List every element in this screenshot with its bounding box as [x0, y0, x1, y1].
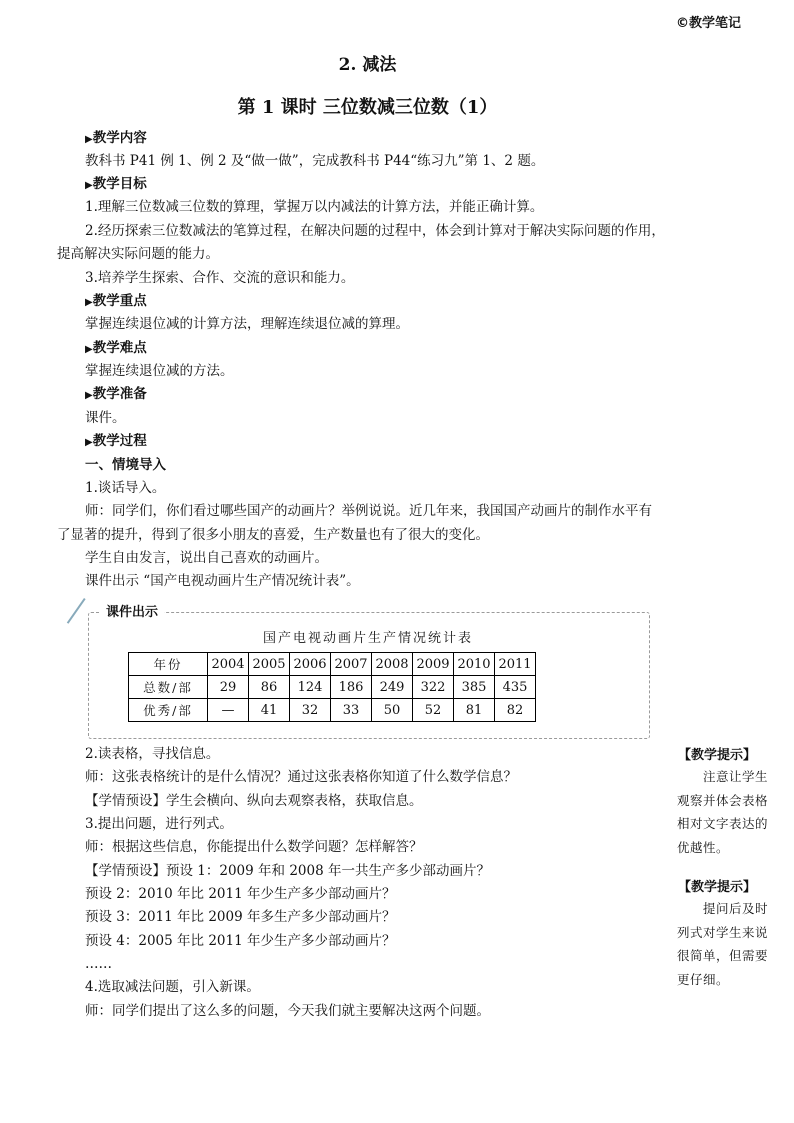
teacher-line-4: 师：同学们提出了这么多的问题，今天我们就主要解决这两个问题。 [85, 1003, 490, 1019]
step-4: 4.选取减法问题，引入新课。 [85, 979, 260, 995]
excellent-cell: 52 [413, 699, 454, 722]
stats-table-title: 国产电视动画片生产情况统计表 [262, 631, 473, 646]
stats-table [128, 652, 536, 722]
sidebar-tip-1-title: 【教学提示】 [678, 748, 757, 763]
total-cell: 249 [372, 676, 413, 699]
row-label: 年份 [129, 653, 208, 676]
section-heading-prep [85, 384, 147, 406]
goal-1: 1.理解三位数减三位数的算理，掌握万以内减法的计算方法，并能正确计算。 [85, 199, 544, 215]
total-cell: 124 [290, 676, 331, 699]
section-heading-key [85, 291, 147, 313]
part-1-heading: 一、情境导入 [85, 457, 166, 473]
heading-text: 教学过程 [92, 433, 147, 449]
difficulty-text: 掌握连续退位减的方法。 [85, 363, 234, 379]
triangle-bullet-icon: ▶ [85, 344, 93, 355]
excellent-cell: — [208, 699, 249, 722]
content-text: 教科书 P41 例 1、例 2 及“做一做”，完成教科书 P44“练习九”第 1、2 题。 [85, 153, 545, 169]
key-text: 掌握连续退位减的计算方法，理解连续退位减的算理。 [85, 316, 409, 332]
total-cell: 385 [454, 676, 495, 699]
students-line-1: 学生自由发言，说出自己喜欢的动画片。 [85, 550, 328, 566]
excellent-cell: 82 [495, 699, 536, 722]
triangle-bullet-icon: ▶ [85, 180, 93, 191]
preset-4: 预设 4：2005 年比 2011 年少生产多少部动画片？ [85, 933, 396, 949]
year-cell: 2009 [413, 653, 454, 676]
triangle-bullet-icon: ▶ [85, 134, 93, 145]
sidebar-tip-1-text: 注意让学生观察并体会表格相对文字表达的优越性。 [677, 769, 769, 855]
chapter-title: 2. 减法 [338, 55, 397, 75]
section-heading-difficulty [85, 338, 147, 360]
sidebar-tip-2-title: 【教学提示】 [678, 880, 757, 895]
year-cell: 2010 [454, 653, 495, 676]
triangle-bullet-icon: ▶ [85, 297, 93, 308]
total-cell: 435 [495, 676, 536, 699]
year-cell: 2005 [249, 653, 290, 676]
step-1: 1.谈话导入。 [85, 480, 166, 496]
goal-2: 2.经历探索三位数减法的笔算过程，在解决问题的过程中，体会到计算对于解决实际问题的作用， [85, 223, 665, 239]
prep-text: 课件。 [85, 410, 126, 426]
total-cell: 322 [413, 676, 454, 699]
year-cell: 2008 [372, 653, 413, 676]
excellent-cell: 50 [372, 699, 413, 722]
label-decoration [67, 598, 86, 624]
excellent-cell: 33 [331, 699, 372, 722]
table-row-totals [129, 676, 536, 699]
excellent-cell: 41 [249, 699, 290, 722]
courseware-box-label: 课件出示 [100, 601, 164, 620]
row-label: 总数/部 [129, 676, 208, 699]
lesson-title: 第 1 课时 三位数减三位数（1） [237, 97, 498, 118]
year-cell: 2004 [208, 653, 249, 676]
teacher-line-2: 师：这张表格统计的是什么情况？通过这张表格你知道了什么数学信息？ [85, 769, 517, 785]
section-heading-goals [85, 174, 147, 196]
preset-line-2: 【学情预设】学生会横向、纵向去观察表格，获取信息。 [85, 793, 423, 809]
table-row-years [129, 653, 536, 676]
heading-text: 教学准备 [92, 386, 147, 402]
section-heading-process [85, 431, 147, 453]
total-cell: 86 [249, 676, 290, 699]
excellent-cell: 32 [290, 699, 331, 722]
total-cell: 29 [208, 676, 249, 699]
goal-2-continued: 提高解决实际问题的能力。 [57, 246, 219, 262]
heading-text: 教学内容 [92, 130, 147, 146]
teacher-line-1: 师：同学们，你们看过哪些国产的动画片？举例说说。近几年来，我国国产动画片的制作水平有 [85, 503, 652, 519]
row-label: 优秀/部 [129, 699, 208, 722]
preset-3: 预设 3：2011 年比 2009 年多生产多少部动画片？ [85, 909, 396, 925]
excellent-cell: 81 [454, 699, 495, 722]
goal-3: 3.培养学生探索、合作、交流的意识和能力。 [85, 270, 355, 286]
preset-1: 【学情预设】预设 1：2009 年和 2008 年一共生产多少部动画片？ [85, 863, 490, 879]
year-cell: 2006 [290, 653, 331, 676]
heading-text: 教学重点 [92, 293, 147, 309]
total-cell: 186 [331, 676, 372, 699]
step-3: 3.提出问题，进行列式。 [85, 816, 233, 832]
triangle-bullet-icon: ▶ [85, 390, 93, 401]
courseware-line: 课件出示 “国产电视动画片生产情况统计表”。 [85, 573, 360, 589]
sidebar-tip-2-text: 提问后及时列式对学生来说很简单，但需要更仔细。 [677, 901, 769, 987]
triangle-bullet-icon: ▶ [85, 437, 93, 448]
brand-watermark: ©教学笔记 [676, 16, 742, 31]
teacher-line-3: 师：根据这些信息，你能提出什么数学问题？怎样解答？ [85, 839, 423, 855]
year-cell: 2011 [495, 653, 536, 676]
heading-text: 教学目标 [92, 176, 147, 192]
teacher-line-1-continued: 了显著的提升，得到了很多小朋友的喜爱，生产数量也有了很大的变化。 [57, 527, 489, 543]
table-row-excellent [129, 699, 536, 722]
heading-text: 教学难点 [92, 340, 147, 356]
ellipsis: …… [85, 956, 112, 972]
step-2: 2.读表格，寻找信息。 [85, 746, 220, 762]
year-cell: 2007 [331, 653, 372, 676]
preset-2: 预设 2：2010 年比 2011 年少生产多少部动画片？ [85, 886, 396, 902]
section-heading-content [85, 128, 147, 150]
